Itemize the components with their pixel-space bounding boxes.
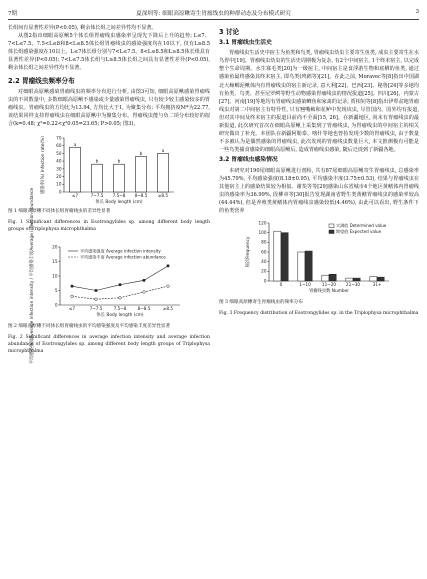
x-axis-label: 胃瘤线虫数 Number bbox=[308, 289, 350, 295]
section-2-2-heading: 2.2 胃瘤线虫频率分布 bbox=[8, 76, 75, 85]
y-tick-label: 40 bbox=[261, 259, 267, 265]
fig2-caption-en: Fig. 2 Significant differences in average infection intensity and average infection abundance of Esotrongylides sp. among different body length groups of Triplophysa microphthalma bbox=[8, 335, 210, 355]
section-3-2-heading: 3.2 胃瘤线虫感染情况 bbox=[219, 157, 278, 164]
x-tick-label: 21~30 bbox=[345, 282, 361, 288]
y-tick-label: 120 bbox=[258, 220, 267, 226]
article-title-header: 夏深圳等: 细眼高原鳅寄生胃瘤线虫的种群动态及分布模式研究 bbox=[136, 11, 291, 17]
data-point bbox=[71, 285, 74, 288]
x-tick-label: 7~7.5 bbox=[89, 306, 103, 312]
data-point bbox=[143, 291, 146, 294]
sig-letter: b bbox=[139, 151, 143, 157]
x-tick-label: 7.5~8 bbox=[113, 306, 127, 312]
fig1-caption-cn: 图 1 细眼高原鳅不同体长组胃瘤线虫的差异性显著 bbox=[8, 209, 111, 215]
bar bbox=[377, 277, 384, 281]
legend-swatch bbox=[329, 230, 334, 234]
fig3-chart bbox=[239, 215, 399, 297]
data-point bbox=[71, 295, 74, 298]
legend-label: 平均感染强度 Average infection intensity bbox=[80, 248, 161, 254]
sig-letter: a bbox=[161, 148, 165, 154]
bar bbox=[70, 147, 81, 192]
para-infection: 本研究对190尾细眼高原鳅进行剖检, 共有87尾细眼高原鳅寄生胃瘤线虫, 总感染率为45.79%, 平均感染强度(8.18±0.95), 平均感染丰度(3.75±0.53), 结果与胃瘤线虫在其他宿主上的感染结果较为相似。谢斐等等[29]感染山东省城市4个地区黄鳝体内胃瘤线虫的感染率为36.99%, 段柳章等[30]报告发现湖南省野生类黄鳝胃瘤线虫的感染率较高(44.44%), 但是养殖类黄鳝体内胃瘤线虫感染较低(4.46%), 由此可以看出, 野生条件下的鱼类营养 bbox=[219, 167, 419, 214]
y-tick-label: 5 bbox=[54, 288, 58, 294]
x-axis-label: 体长 Body length (cm) bbox=[96, 313, 144, 319]
running-header bbox=[8, 7, 419, 19]
x-tick-label: 7.5~8 bbox=[112, 193, 126, 199]
header-rule bbox=[8, 19, 419, 20]
y-tick-label: 10 bbox=[52, 273, 58, 279]
data-point bbox=[95, 289, 98, 292]
y-tick-label: 60 bbox=[261, 249, 267, 255]
data-point bbox=[119, 284, 122, 287]
x-tick-label: 0 bbox=[279, 282, 283, 288]
x-tick-label: 31+ bbox=[372, 282, 382, 288]
bar bbox=[158, 154, 169, 193]
bar bbox=[281, 233, 288, 281]
bar bbox=[370, 277, 377, 281]
issue-label: 7期 bbox=[8, 11, 18, 17]
x-tick-label: 7~7.5 bbox=[90, 193, 104, 199]
y-tick-label: 15 bbox=[52, 259, 58, 265]
data-point bbox=[119, 297, 122, 300]
x-tick-label: 11~20 bbox=[321, 282, 337, 288]
para-freq: 对细眼高原鳅感染胃瘤线虫的频率分布进行分析, 由图3可知, 细眼高原鳅感染胃瘤线虫的不同数量中, 多数细眼高原鳅不感染或少量感染胃瘤线虫, 只有较少较主感染较多的胃瘤线虫。胃瘤线虫的方均比为13.94, 方均比大于1, 为聚集分布; 平均拥挤度M*为22.77, 该结果同样支持胃瘤线虫在细眼高原鳅中为聚集分布。胃瘤线虫能与负二项分布较好的拟合(k=0.48; χ²=0.22<χ²0.05=23.65; P>0.05; 图3)。 bbox=[8, 88, 210, 128]
x-tick-label: ≤7 bbox=[68, 306, 76, 312]
bar bbox=[92, 164, 103, 192]
y-tick-label: 20 bbox=[52, 244, 58, 250]
bar bbox=[114, 164, 125, 192]
fig1-chart bbox=[34, 128, 184, 206]
x-tick-label: ≥8.5 bbox=[162, 306, 174, 312]
page-number: 3 bbox=[415, 9, 419, 15]
x-tick-label: ≤7 bbox=[71, 193, 79, 199]
bar bbox=[274, 231, 281, 281]
y-tick-label: 0 bbox=[58, 189, 62, 195]
legend-label: 平均感染丰度 Average infection abundance bbox=[80, 254, 166, 260]
y-tick-label: 50 bbox=[56, 150, 62, 156]
bar bbox=[305, 251, 312, 281]
x-tick-label: 8~8.5 bbox=[134, 193, 148, 199]
y-tick-label: 20 bbox=[56, 174, 62, 180]
y-tick-label: 80 bbox=[261, 239, 267, 245]
sig-letter: b bbox=[95, 158, 99, 164]
bar bbox=[346, 278, 353, 281]
fig1-caption-en: Fig. 1 Significant differences in Esotrongylides sp. among different body length groups of Triplophysa microphthalma bbox=[8, 220, 210, 233]
y-axis-label: 频次Frequency bbox=[246, 236, 251, 268]
bar bbox=[353, 278, 360, 281]
fig3-caption-cn: 图 3 细眼高原鳅寄生胃瘤线虫的频率分布 bbox=[219, 300, 303, 306]
bar bbox=[329, 274, 336, 281]
data-point bbox=[143, 279, 146, 282]
y-axis-label: 感染率(%) Infection rate(%) bbox=[41, 136, 46, 195]
bar bbox=[298, 252, 305, 281]
para-lifecycle: 胃瘤线虫生活史中宿主为鱼类和鸟类, 胃瘤线虫幼虫主要寄生鱼类, 成虫主要寄生在水鸟胃中[19]。胃瘤线虫幼虫的生活史周期极为复杂, 有2个中间宿主, 1个终末宿主, 以完成整个生命周期。水生寡毛类[20]为一级宿主, 中间宿主是食浮游生物和底栖的鱼类, 通过感染鱼最终感染其终末宿主, 即鸟类(鸬鹚等)[21]。在此之前, Moravec等[8]指出中国湖北大鲸鲷泥鳅体内有胃瘤线虫的宿主新记录, 意大利[22]、巴西[23]、秘鲁[24]等多地均有鱼类、鸟类、甚至尼罗鳄等野生动物感染胃瘤线虫的情况报道[25]。四川[26]、内蒙古[27]、河南[19]等地均有胃瘤线虫感染鲫鱼和家禽的记录, 贾相钊等[8]指出伊犁盆地胃瘤线虫对第二中间宿主有特异性, 只有翘嘴鲌和花鲈中发现该虫, 尽管国内、国外均有报道, 但对其中间及终末宿主的报道目前尚不全面[15, 26]。在新疆地区, 尚未有胃瘤线虫的最新报道, 此次研究首次在细眼高原鳅上采集到了胃瘤线虫, 为胃瘤线虫的中间宿主的相关研究做出了补充。本团队在新疆阿勒泰、喀什等地也曾捡发现少数的胃瘤线虫, 由于数量不多被认为是偶然感染的胃瘤线虫, 此次发现的胃瘤线虫数量巨大, 本文推测极有可能是一些鸟类捕食感染的细眼高原鳅后, 造成胃瘤线虫感染, 随后迁徙到了新疆各地。 bbox=[219, 50, 419, 154]
y-tick-label: 20 bbox=[261, 268, 267, 274]
bar bbox=[136, 157, 147, 192]
y-tick-label: 10 bbox=[56, 181, 62, 187]
x-tick-label: 8~8.5 bbox=[137, 306, 151, 312]
para-cont: 长组间有显著性差异(P<0.05), 剩余体长组之间差异性均不显著。 bbox=[8, 25, 157, 31]
y-axis-label: 平均感染强度Average infection intensity / 平均感染丰度Average infection abundance bbox=[30, 187, 35, 365]
y-tick-label: 100 bbox=[258, 230, 267, 236]
section-3-heading: 3 讨论 bbox=[219, 28, 240, 36]
data-point bbox=[167, 285, 170, 288]
legend-label: 实测值 Determined value bbox=[336, 223, 387, 229]
fig2-caption-cn: 图 2 细眼高原鳅不同体长组胃瘤线虫的平均感染强度及平均感染丰度差异性显著 bbox=[8, 324, 171, 330]
left-column bbox=[8, 24, 210, 365]
bar bbox=[322, 275, 329, 281]
legend-swatch bbox=[329, 224, 334, 228]
right-column bbox=[219, 24, 419, 321]
y-tick-label: 60 bbox=[56, 143, 62, 149]
x-tick-label: 1~10 bbox=[299, 282, 311, 288]
data-point bbox=[167, 265, 170, 268]
para-fig2-desc: 从图2指出细眼高原鳅5个体长组胃瘤线虫感染率呈现先下降后上升的趋势; L≤7、7<L≤7.5、7.5<L≤8和8<L≤8.5体长组胃瘤线虫的感染强度均在10以下, 仅有L≥8.5体长组感染强度在10以上。L≤7体长组分别与7<L≤7.5、8<L≤8.5和L≥8.5体长组具有显著性差异(P<0.05); 7<L≤7.5体长组与L≥8.5体长组之间具有显著性差异(P<0.05), 剩余体长组之间差异性均不显著。 bbox=[8, 33, 210, 72]
y-tick-label: 30 bbox=[56, 166, 62, 172]
y-tick-label: 0 bbox=[263, 278, 267, 284]
sig-letter: b bbox=[117, 158, 121, 164]
y-tick-label: 0 bbox=[54, 302, 58, 308]
data-point bbox=[95, 298, 98, 301]
x-tick-label: ≥8.5 bbox=[157, 193, 169, 199]
fig3-caption-en: Fig. 3 Frequency distribution of Esotrongylides sp. in the Triplophysa microphthalma bbox=[219, 311, 419, 317]
x-axis-label: 体长 Body length (cm) bbox=[95, 200, 143, 206]
y-tick-label: 70 bbox=[56, 135, 62, 141]
series-line bbox=[72, 266, 168, 291]
y-tick-label: 40 bbox=[56, 158, 62, 164]
sig-letter: a bbox=[73, 141, 77, 147]
section-3-1-heading: 3.1 胃瘤线虫生活史 bbox=[219, 40, 272, 47]
legend-label: 期望值 Expected value bbox=[336, 229, 382, 235]
